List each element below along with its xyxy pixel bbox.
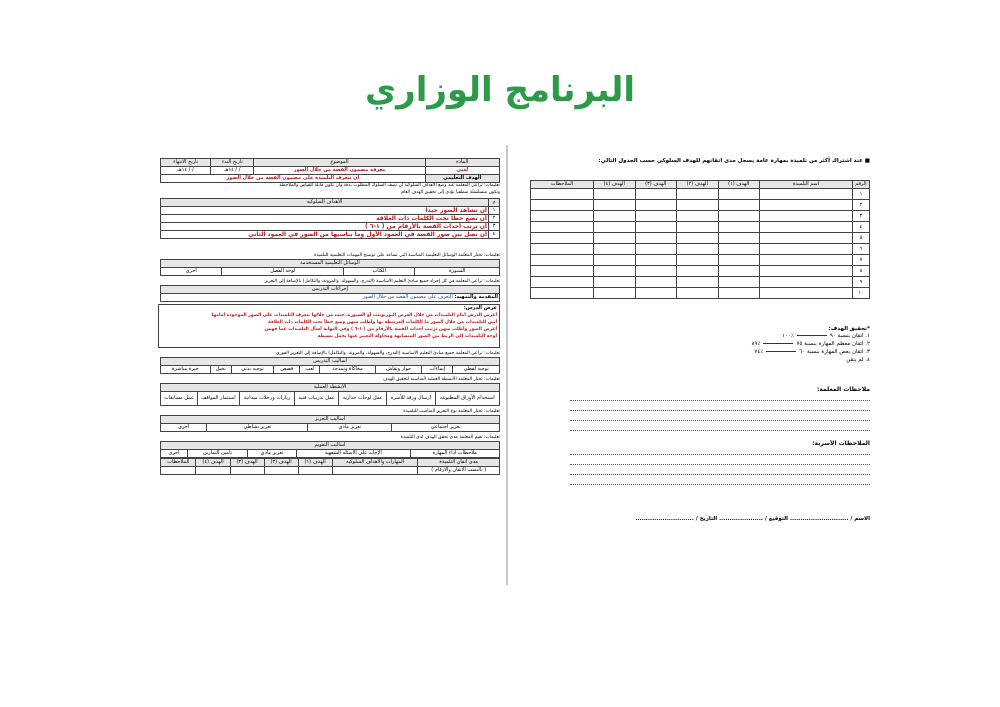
- evaluation-item: الإجابة على الأسئلة الشفهية: [296, 450, 410, 458]
- evaluation-title: أساليب التقويم: [161, 442, 500, 450]
- arrow-icon: [766, 351, 796, 352]
- row-number: ٣: [853, 211, 870, 222]
- activities-title: الأنشطة العملية: [161, 384, 500, 392]
- header-label-end: تاريخ الانتهاء: [161, 159, 211, 167]
- objective-text: أن ترتب أحداث القصة بالأرقام من ( ١-٦ ): [161, 223, 489, 231]
- mastery-header: الملاحظات: [161, 459, 196, 467]
- arrow-icon: [763, 343, 793, 344]
- row-number: ٦: [853, 244, 870, 255]
- row-number: ٢: [853, 200, 870, 211]
- header-start: / / ١٤هـ: [211, 167, 254, 175]
- objective-number: ٣: [489, 223, 500, 231]
- presentation-title: عرض الدرس:: [463, 305, 497, 311]
- note-line[interactable]: [570, 403, 870, 411]
- activity-item: عمل مسابقات: [161, 392, 198, 406]
- objective-number: ١: [489, 207, 500, 215]
- activity-item: زيارات ورحلات ميدانية: [239, 392, 294, 406]
- activity-item: استخدام الأوراق المطبوعة: [435, 392, 499, 406]
- students-header: الهدف (٣): [635, 181, 677, 189]
- activity-item: عمل تدريبات فنية: [295, 392, 339, 406]
- means-item: لوحة الفصل: [222, 268, 344, 276]
- achievement-item: ٣. اتقان بعض المهارة بنسبة ٦٠٪٧٤: [754, 349, 870, 355]
- means-note: تعليمات: تختار المعلمة الوسائل التعليمية المناسبة التي تساعد على توضيح المهمات التعليمية للتلميذة: [314, 253, 500, 258]
- teacher-notes: [570, 386, 870, 433]
- achievement-item: ٤. لم يتقن: [846, 357, 870, 363]
- reinforcement-item: تعزيز اجتماعي: [392, 424, 500, 432]
- mastery-header: الهدف (٤): [196, 459, 230, 467]
- achievement-item: ٢. اتقان معظم المهارة بنسبة ٧٥٪٨٩: [751, 341, 870, 347]
- means-title: الوسائل التعليمية المستخدمة: [161, 260, 500, 268]
- header-subject: لغتي: [425, 167, 499, 175]
- note-line[interactable]: [570, 447, 870, 455]
- students-header: اسم التلميذة: [760, 181, 853, 189]
- objectives-instructions-2: وتكون متسلسلة منطقياً تؤدي إلى تحقيق الهدف العام: [401, 190, 500, 195]
- students-table: [530, 180, 870, 299]
- presentation-line: أعرض الصور وأطلب منهن ترتيب أحداث القصة بالأرقام من ( ١-٦ ) وفي النهاية أسأل التلميذات عما فهمن: [264, 327, 497, 332]
- follow-up-page: [530, 158, 870, 558]
- objectives-instructions-1: تعليمات: تراعي المعلمة عند وضع الأهداف السلوكية أن تصف السلوك المطلوب بدقة وأن تكون قابلة للقياس والملاحظة: [279, 183, 500, 188]
- methods-table: [160, 357, 500, 374]
- note-line[interactable]: [570, 413, 870, 421]
- signature-line: الاسم / ............................ التوقيع / ..................... التاريخ / ............................: [635, 516, 870, 522]
- reinforcement-note: تعليمات: تختار المعلمة نوع التعزيز المناسب للتلميذة: [403, 409, 500, 414]
- students-header: الهدف (٤): [594, 181, 636, 189]
- procedures-table: [160, 285, 500, 302]
- evaluation-item: أخرى: [161, 450, 188, 458]
- mastery-header: الهدف (٣): [230, 459, 264, 467]
- header-label-start: تاريخ البدء: [211, 159, 254, 167]
- row-number: ٩: [853, 277, 870, 288]
- family-notes-label: الملاحظات الأسرية:: [812, 440, 870, 447]
- activity-item: ارسال ورقة للأسرة: [387, 392, 435, 406]
- activity-item: استثمار المواقف: [198, 392, 240, 406]
- row-number: ٨: [853, 266, 870, 277]
- method-item: حوار ونقاش: [375, 366, 421, 374]
- presentation-line: أوجه التلميذات إلى الربط بين الصور المتشابهة ومحاولة التعبير عنها بجمل بسيطة: [317, 334, 497, 339]
- objectives-col-number: م: [489, 199, 500, 207]
- objectives-title: الأهداف السلوكية: [161, 199, 489, 207]
- mastery-table: [160, 458, 500, 475]
- evaluation-item: تأمين التمارين: [187, 450, 247, 458]
- objectives-table: [160, 198, 500, 239]
- row-number: ٤: [853, 222, 870, 233]
- method-item: قصص: [274, 366, 300, 374]
- activities-note: تعليمات: تختار المعلمة الأنشطة العملية المناسبة لتحقيق الهدف: [382, 377, 500, 382]
- note-line[interactable]: [570, 477, 870, 485]
- objective-text: أن تصل بين صور القصة في العمود الأول وما يناسبها من الصور في العمود الثاني: [161, 231, 489, 239]
- intro-text: التعرف على مضمون القصة من خلال الصور: [362, 294, 453, 300]
- means-item: السبورة: [415, 268, 500, 276]
- header-topic: معرفة مضمون القصة من خلال الصور: [254, 167, 425, 175]
- methods-title: أساليب التدريس: [161, 358, 500, 366]
- family-notes: [570, 440, 870, 487]
- reinforcement-title: أساليب التعزيز: [161, 416, 500, 424]
- method-item: توجيه بدني: [231, 366, 273, 374]
- row-number: ٧: [853, 255, 870, 266]
- evaluation-item: ملاحظات أداء المهارة: [410, 450, 499, 458]
- means-item: أخرى: [161, 268, 222, 276]
- evaluation-table: [160, 441, 500, 458]
- method-item: خبرة مباشرة: [161, 366, 211, 374]
- students-header: الهدف (٢): [677, 181, 719, 189]
- mastery-header: الهدف (١): [298, 459, 332, 467]
- objective-number: ٤: [489, 231, 500, 239]
- lesson-plan-page: [160, 158, 500, 558]
- goal-text: أن تتعرف التلميذة على مضمون القصة من خلال الصور: [161, 175, 426, 183]
- note-line[interactable]: [570, 423, 870, 431]
- teacher-notes-label: ملاحظات المعلمة:: [816, 386, 870, 393]
- mastery-header: مدى اتقان التلميذة: [418, 459, 500, 467]
- achievement-section: [530, 326, 870, 365]
- method-item: إيماءات: [422, 366, 453, 374]
- procedures-title: إجراءات التدريس: [161, 286, 500, 294]
- strategy-note: تعليمات: تراعي المعلمة في كل إجراء جميع مبادئ التعليم الأساسية (التدرج، والسهولة، والمرونة، والتكامل) بالإضافة إلى التعزيز: [264, 279, 500, 284]
- goal-label: الهدف التعليمي: [425, 175, 499, 183]
- reinforcement-table: [160, 415, 500, 432]
- reinforcement-item: تعزيز نشاطي: [207, 424, 308, 432]
- reinforcement-item: أخرى: [161, 424, 207, 432]
- method-item: توجيه لفظي: [453, 366, 500, 374]
- header-label-subject: المادة: [425, 159, 499, 167]
- students-header: الهدف (١): [718, 181, 760, 189]
- method-item: محاكاة ونمذجة: [320, 366, 376, 374]
- note-line[interactable]: [570, 457, 870, 465]
- students-header: الملاحظات: [531, 181, 594, 189]
- header-label-topic: الموضوع: [254, 159, 425, 167]
- methods-note: تعليمات: تراعي المعلمة جميع مبادئ التعليم الأساسية (التدرج، والسهولة، والمرونة، والتكامل) بالإضافة إلى التعزيز الفوري: [275, 351, 500, 356]
- header-end: / / ١٤هـ: [161, 167, 211, 175]
- page-divider: [506, 145, 508, 585]
- activity-item: عمل لوحات جدارية: [339, 392, 387, 406]
- bullet-icon: ■: [862, 158, 870, 164]
- objective-number: ٢: [489, 215, 500, 223]
- presentation-box: [158, 304, 500, 348]
- page-title: البرنامج الوزاري: [364, 70, 636, 110]
- method-item: لعب: [300, 366, 320, 374]
- achievement-item: ١. اتقان بنسبة ٩٠٪١٠٠: [782, 333, 870, 339]
- row-number: ٥: [853, 233, 870, 244]
- achievement-title: *تحقيق الهدف:: [828, 326, 870, 332]
- objective-text: أن تشاهد الصور جيداً: [161, 207, 489, 215]
- evaluation-item: تعزيز مادي: [248, 450, 297, 458]
- objective-text: أن تضع خطاً تحت الكلمات ذات العلاقة: [161, 215, 489, 223]
- activities-table: [160, 383, 500, 406]
- means-item: الكتاب: [344, 268, 415, 276]
- note-line[interactable]: [570, 393, 870, 401]
- intro-label: المقدمة والتمهيد:: [454, 294, 498, 300]
- method-item: تخيل: [210, 366, 231, 374]
- mastery-header: الهدف (٢): [264, 459, 298, 467]
- evaluation-note: تعليمات: تقيم المعلمة مدى تحقق الهدف لدى التلميذة: [400, 435, 500, 440]
- presentation-line: أبين للتلميذات من خلال الصور ما الكلمات المرتبطة بها وأطلب منهن وضع خطاً تحت الكلمات ذات العلاقة: [267, 320, 497, 325]
- mastery-header: المهارات والأهداف السلوكية: [332, 459, 418, 467]
- presentation-line: أعرض الدرس أمام التلميذات من خلال العرض البوربوينت أو السبورة، حيث من خلالها تتعرف التلميذات على الصور الموجودة أمامها: [211, 313, 497, 318]
- reinforcement-item: تعزيز مادي: [308, 424, 392, 432]
- students-header: الرقم: [853, 181, 870, 189]
- arrow-icon: [797, 335, 827, 336]
- header-table: [160, 158, 500, 183]
- row-number: ١: [853, 189, 870, 200]
- means-table: [160, 259, 500, 276]
- note-line[interactable]: [570, 467, 870, 475]
- group-intro: ■ عند اشتراك أكثر من تلميذة بمهارة عامة يسجل مدى اتقانهم للهدف السلوكي حسب الجدول التالي:: [598, 158, 870, 164]
- row-number: ١٠: [853, 288, 870, 299]
- mastery-note: ( بالنسب الاتقان والأرقام ): [418, 467, 500, 475]
